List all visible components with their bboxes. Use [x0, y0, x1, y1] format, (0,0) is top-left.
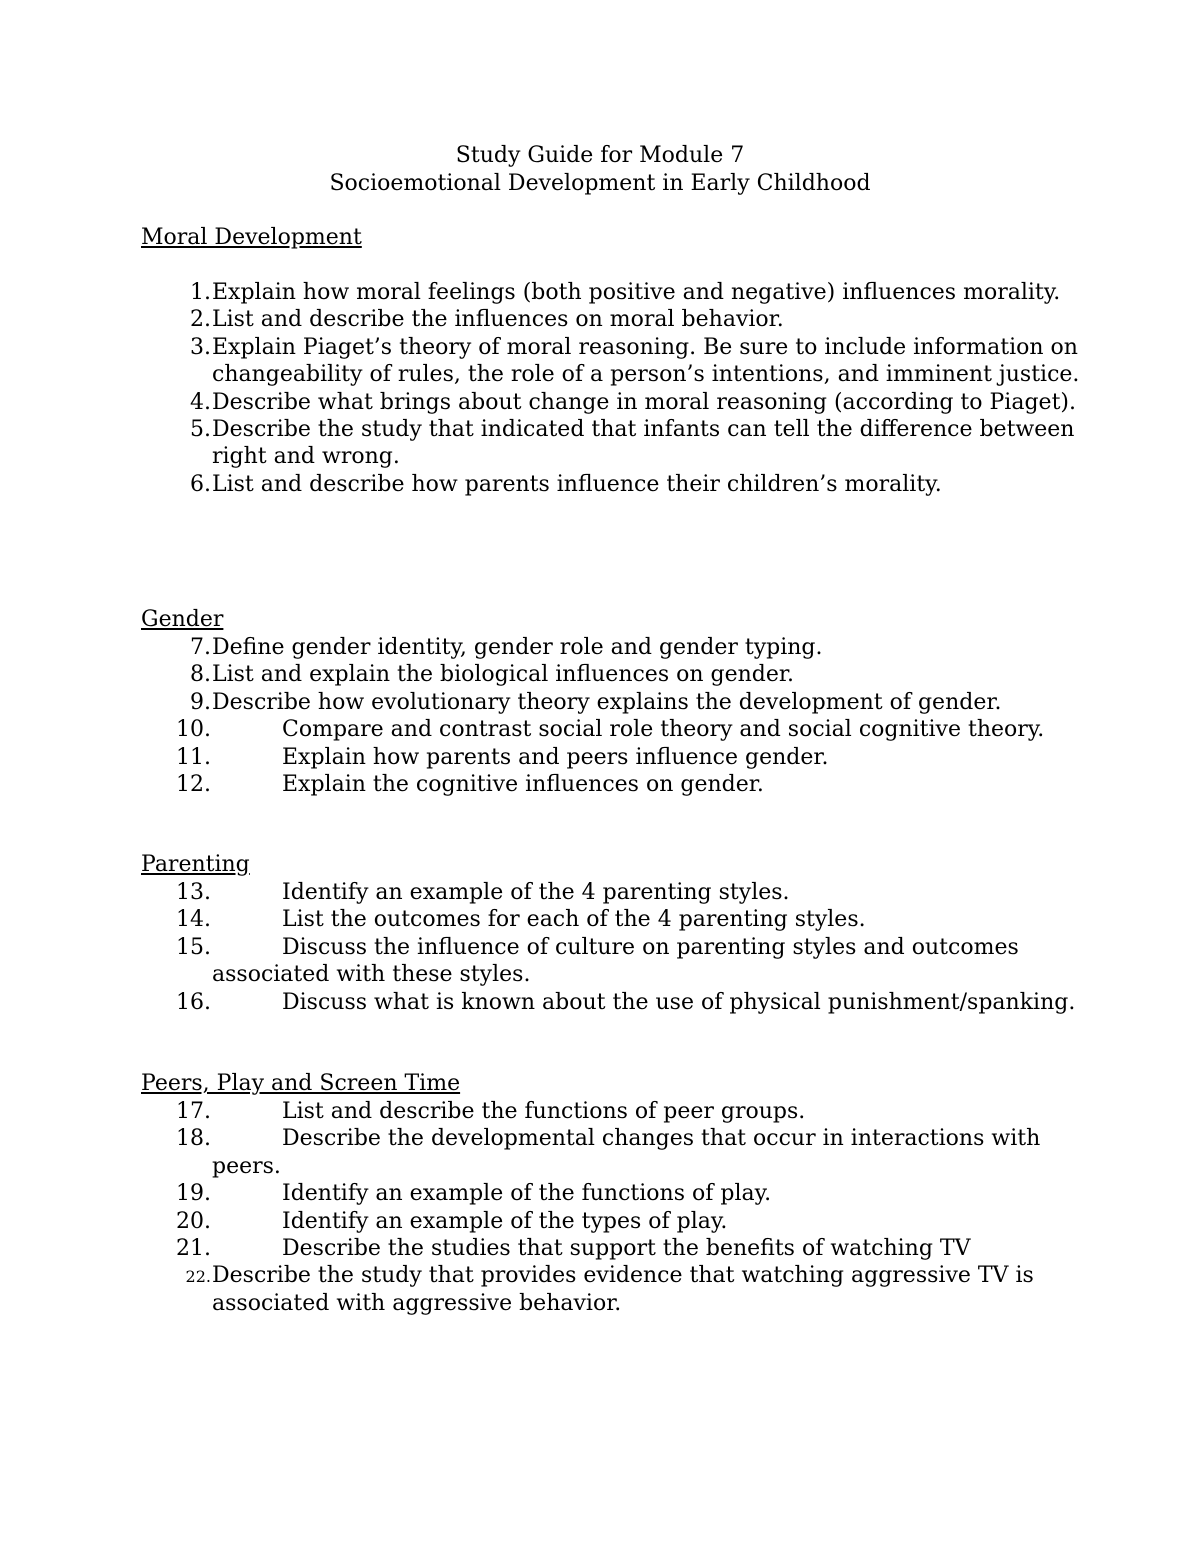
item-text: Explain Piaget’s theory of moral reasoning. Be sure to include information on changeability of rules, the role of a person’s intentions, and imminent justice.: [212, 334, 1080, 388]
item-text: [212, 1180, 1101, 1207]
item-text: [212, 906, 1101, 933]
list-item: [141, 661, 1101, 688]
item-text: Describe the study that indicated that infants can tell the difference between right and wrong.: [212, 417, 1075, 470]
question-list: [141, 634, 1101, 798]
item-text: [212, 744, 1101, 771]
title-line-1: Study Guide for Module 7: [455, 143, 745, 168]
title-line-2: Socioemotional Development in Early Childhood: [329, 171, 871, 196]
item-number: 8.: [190, 662, 211, 688]
item-number: 13.: [176, 880, 211, 905]
item-text-content: List the outcomes for each of the 4 parenting styles.: [282, 907, 866, 933]
item-number: 11.: [176, 744, 211, 770]
item-text: [212, 934, 1101, 989]
section-heading: Parenting: [141, 852, 250, 877]
item-number: 20.: [176, 1208, 211, 1234]
item-text-content: Discuss the influence of culture on parenting styles and outcomes associated with these styles.: [212, 934, 1019, 988]
section-parenting: [141, 851, 1101, 1016]
item-text: [212, 716, 1101, 743]
section-gender: [141, 606, 1101, 798]
list-item: [141, 1125, 1101, 1180]
list-item: [141, 879, 1101, 906]
list-item: [141, 471, 1101, 498]
list-item: [141, 334, 1101, 389]
item-text: [212, 989, 1101, 1016]
question-list: [141, 879, 1101, 1016]
item-number: 5.: [190, 417, 211, 443]
list-item: [141, 306, 1101, 333]
item-number: 18.: [176, 1126, 211, 1152]
list-item: [141, 716, 1101, 743]
item-text: Describe how evolutionary theory explains the development of gender.: [212, 689, 1002, 715]
item-text-content: Identify an example of the types of play.: [282, 1208, 728, 1234]
list-item: [141, 1098, 1101, 1125]
item-text: [212, 1098, 1101, 1125]
list-item: [141, 934, 1101, 989]
item-text: Describe the study that provides evidence that watching aggressive TV is associated with aggressive behavior.: [212, 1263, 1034, 1316]
document-title: [0, 142, 1200, 198]
item-number: 9.: [190, 689, 211, 715]
section-heading: Moral Development: [141, 225, 362, 250]
item-number: 17.: [176, 1099, 211, 1124]
item-text: List and describe how parents influence their children’s morality.: [212, 471, 942, 497]
item-text: [212, 1125, 1101, 1180]
list-item: [141, 906, 1101, 933]
item-text-content: Compare and contrast social role theory and social cognitive theory.: [282, 717, 1045, 743]
section-peers-play-screen-time: [141, 1070, 1101, 1317]
item-text: [212, 771, 1101, 798]
item-text-content: List and describe the functions of peer groups.: [282, 1099, 806, 1124]
list-item: [141, 689, 1101, 716]
list-item: [141, 634, 1101, 661]
section-heading: Peers, Play and Screen Time: [141, 1071, 461, 1096]
list-item: [141, 744, 1101, 771]
question-list: [141, 279, 1101, 498]
item-text-content: Explain the cognitive influences on gender.: [282, 772, 764, 798]
item-text: Explain how moral feelings (both positive and negative) influences morality.: [212, 280, 1061, 305]
item-text: List and explain the biological influences on gender.: [212, 662, 794, 688]
item-text-content: Discuss what is known about the use of physical punishment/spanking.: [282, 989, 1076, 1015]
list-item: [141, 989, 1101, 1016]
item-number: 16.: [176, 989, 211, 1015]
list-item: [141, 1208, 1101, 1235]
section-heading: Gender: [141, 607, 224, 632]
section-moral-development: [141, 224, 1101, 498]
item-number: 1.: [190, 280, 211, 305]
item-number: 19.: [176, 1181, 211, 1207]
item-number: 6.: [190, 471, 211, 497]
list-item: [141, 1262, 1101, 1317]
question-list: [141, 1098, 1101, 1317]
item-number: 21.: [176, 1236, 211, 1262]
item-text: [212, 1208, 1101, 1235]
list-item: [141, 416, 1101, 471]
item-text: Define gender identity, gender role and gender typing.: [212, 635, 823, 660]
item-number: 12.: [176, 772, 211, 798]
list-item: [141, 1180, 1101, 1207]
list-item: [141, 771, 1101, 798]
list-item: [141, 279, 1101, 306]
item-number: 7.: [190, 635, 211, 660]
item-text: List and describe the influences on moral behavior.: [212, 307, 784, 333]
item-text-content: Describe the studies that support the benefits of watching TV: [282, 1236, 971, 1262]
item-text: [212, 879, 1101, 906]
item-text-content: Identify an example of the 4 parenting styles.: [282, 880, 790, 905]
item-text-content: Explain how parents and peers influence gender.: [282, 744, 829, 770]
item-text: Describe what brings about change in moral reasoning (according to Piaget).: [212, 389, 1076, 415]
list-item: [141, 1235, 1101, 1262]
item-number: 2.: [190, 307, 211, 333]
item-text: [212, 1235, 1101, 1262]
item-number: 15.: [176, 934, 211, 960]
item-number: 14.: [176, 907, 211, 933]
item-text-content: Describe the developmental changes that occur in interactions with peers.: [212, 1126, 1041, 1179]
list-item: [141, 389, 1101, 416]
item-number: 4.: [190, 389, 211, 415]
item-number: 3.: [190, 334, 211, 360]
item-text-content: Identify an example of the functions of play.: [282, 1181, 772, 1207]
item-number: 10.: [176, 717, 211, 743]
item-number: 22.: [185, 1267, 211, 1287]
